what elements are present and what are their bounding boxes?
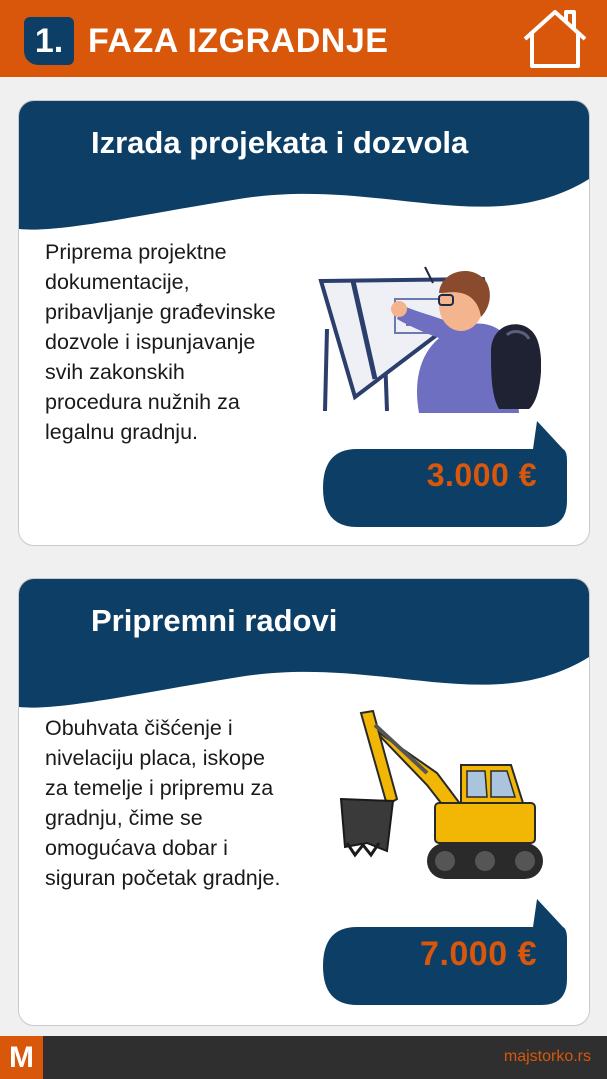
card-header-wave [19, 579, 589, 719]
card-header-wave [19, 101, 589, 241]
header-bar [0, 0, 607, 77]
card-title: Izrada projekata i dozvola [91, 125, 469, 160]
card-description: Priprema projektne dokumentacije, pribavljanje građevinske dozvole i ispunjavanje svih zakonskih procedura nužnih za legalnu gradnju. [45, 240, 276, 444]
majstorko-logo: M [0, 1036, 43, 1079]
architect-illustration [315, 259, 541, 413]
page-title: FAZA IZGRADNJE [88, 22, 389, 60]
site-url-link[interactable]: majstorko.rs [503, 1048, 591, 1065]
phase-number-badge: 1. [24, 17, 74, 65]
price-tag [323, 899, 569, 999]
price-value: 3.000 € [426, 457, 537, 493]
phase-card-preparatory-works [18, 578, 590, 1026]
home-icon [520, 6, 590, 70]
excavator-illustration [317, 703, 547, 893]
card-description: Obuhvata čišćenje i nivelaciju placa, iskope za temelje i pripremu za gradnju, čime se omogućava dobar i siguran početak gradnje. [45, 716, 281, 890]
footer-bar [0, 1036, 607, 1079]
price-tag [323, 421, 569, 521]
phase-card-projects [18, 100, 590, 546]
price-value: 7.000 € [420, 935, 537, 973]
card-title: Pripremni radovi [91, 603, 338, 638]
